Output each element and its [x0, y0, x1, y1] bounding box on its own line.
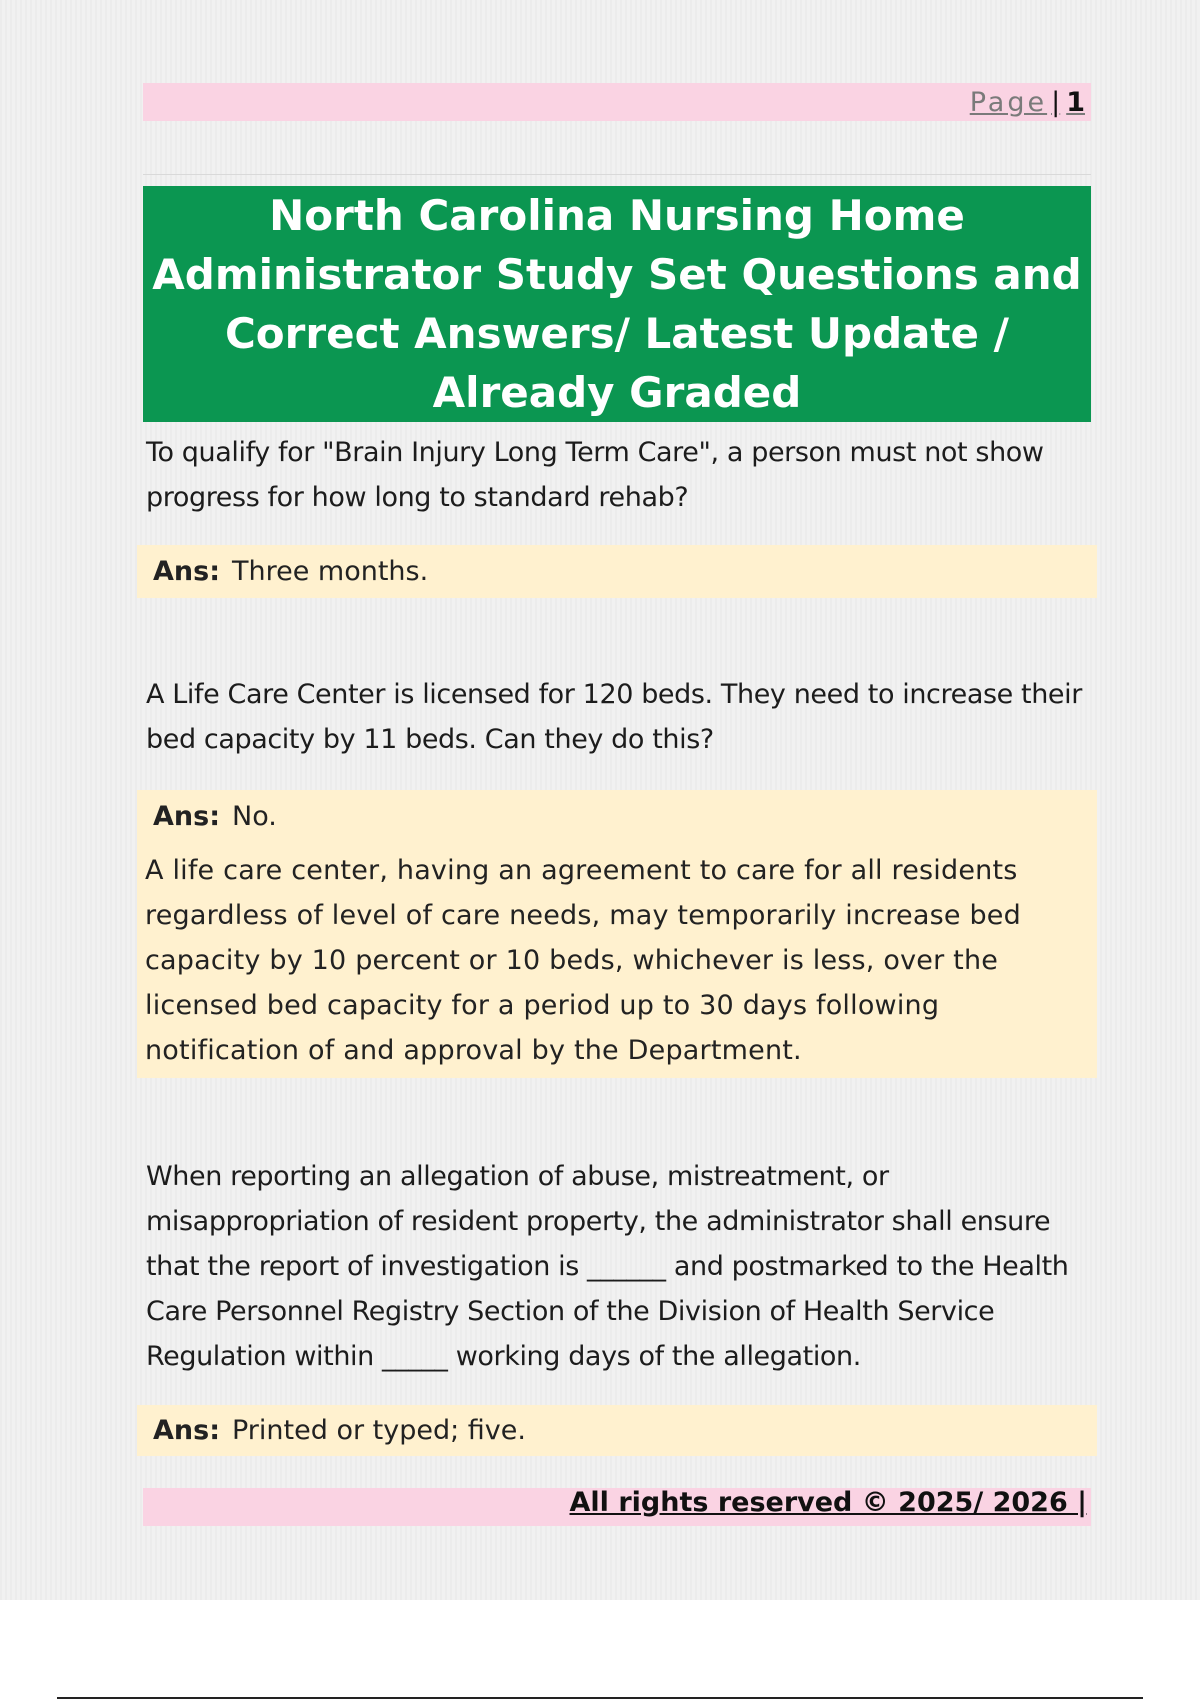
question-2: A Life Care Center is licensed for 120 beds. They need to increase their bed capacity by 11 beds. Can they do this? [146, 679, 1082, 755]
page-label: Page [969, 87, 1048, 118]
page-footer [143, 1488, 1091, 1526]
answer-text: Three months. [232, 556, 429, 587]
copyright-notice: All rights reserved © 2025/ 2026 | [569, 1487, 1087, 1518]
answer-line-2 [153, 794, 1083, 840]
page-header [143, 83, 1091, 121]
answer-box-1 [137, 545, 1097, 598]
answer-label: Ans: [153, 1415, 220, 1446]
answer-label: Ans: [153, 556, 220, 587]
answer-box-2 [137, 790, 1097, 1078]
page-number [970, 87, 1085, 118]
title-banner [143, 186, 1091, 422]
answer-text: Printed or typed; five. [232, 1415, 526, 1446]
answer-line-1 [153, 549, 1083, 595]
next-page-divider [57, 1697, 1143, 1699]
answer-explanation: A life care center, having an agreement to care for all residents regardless of level of care needs, may temporarily increase bed capacity by 10 percent or 10 beds, whichever is less, over the licensed bed capacity for a period up to 30 days following notification of and approval by the Department. [145, 855, 1021, 1066]
answer-box-3 [137, 1405, 1097, 1456]
document-title: North Carolina Nursing Home Administrator Study Set Questions and Correct Answers/ Latest Update / Already Graded [152, 191, 1082, 417]
page-number-value: 1 [1066, 87, 1085, 118]
answer-line-3 [153, 1408, 1083, 1454]
question-1: To qualify for "Brain Injury Long Term Care", a person must not show progress for how long to standard rehab? [146, 437, 1044, 513]
answer-label: Ans: [153, 801, 220, 832]
page-separator: | [1051, 87, 1061, 118]
header-divider [143, 174, 1091, 175]
question-3: When reporting an allegation of abuse, mistreatment, or misappropriation of resident property, the administrator shall ensure that the report of investigation is ______ and postmarked to the Health Care Personnel Registry Section of the Division of Health Service Regulation within _____ working days of the allegation. [146, 1161, 1069, 1372]
answer-text: No. [232, 801, 277, 832]
